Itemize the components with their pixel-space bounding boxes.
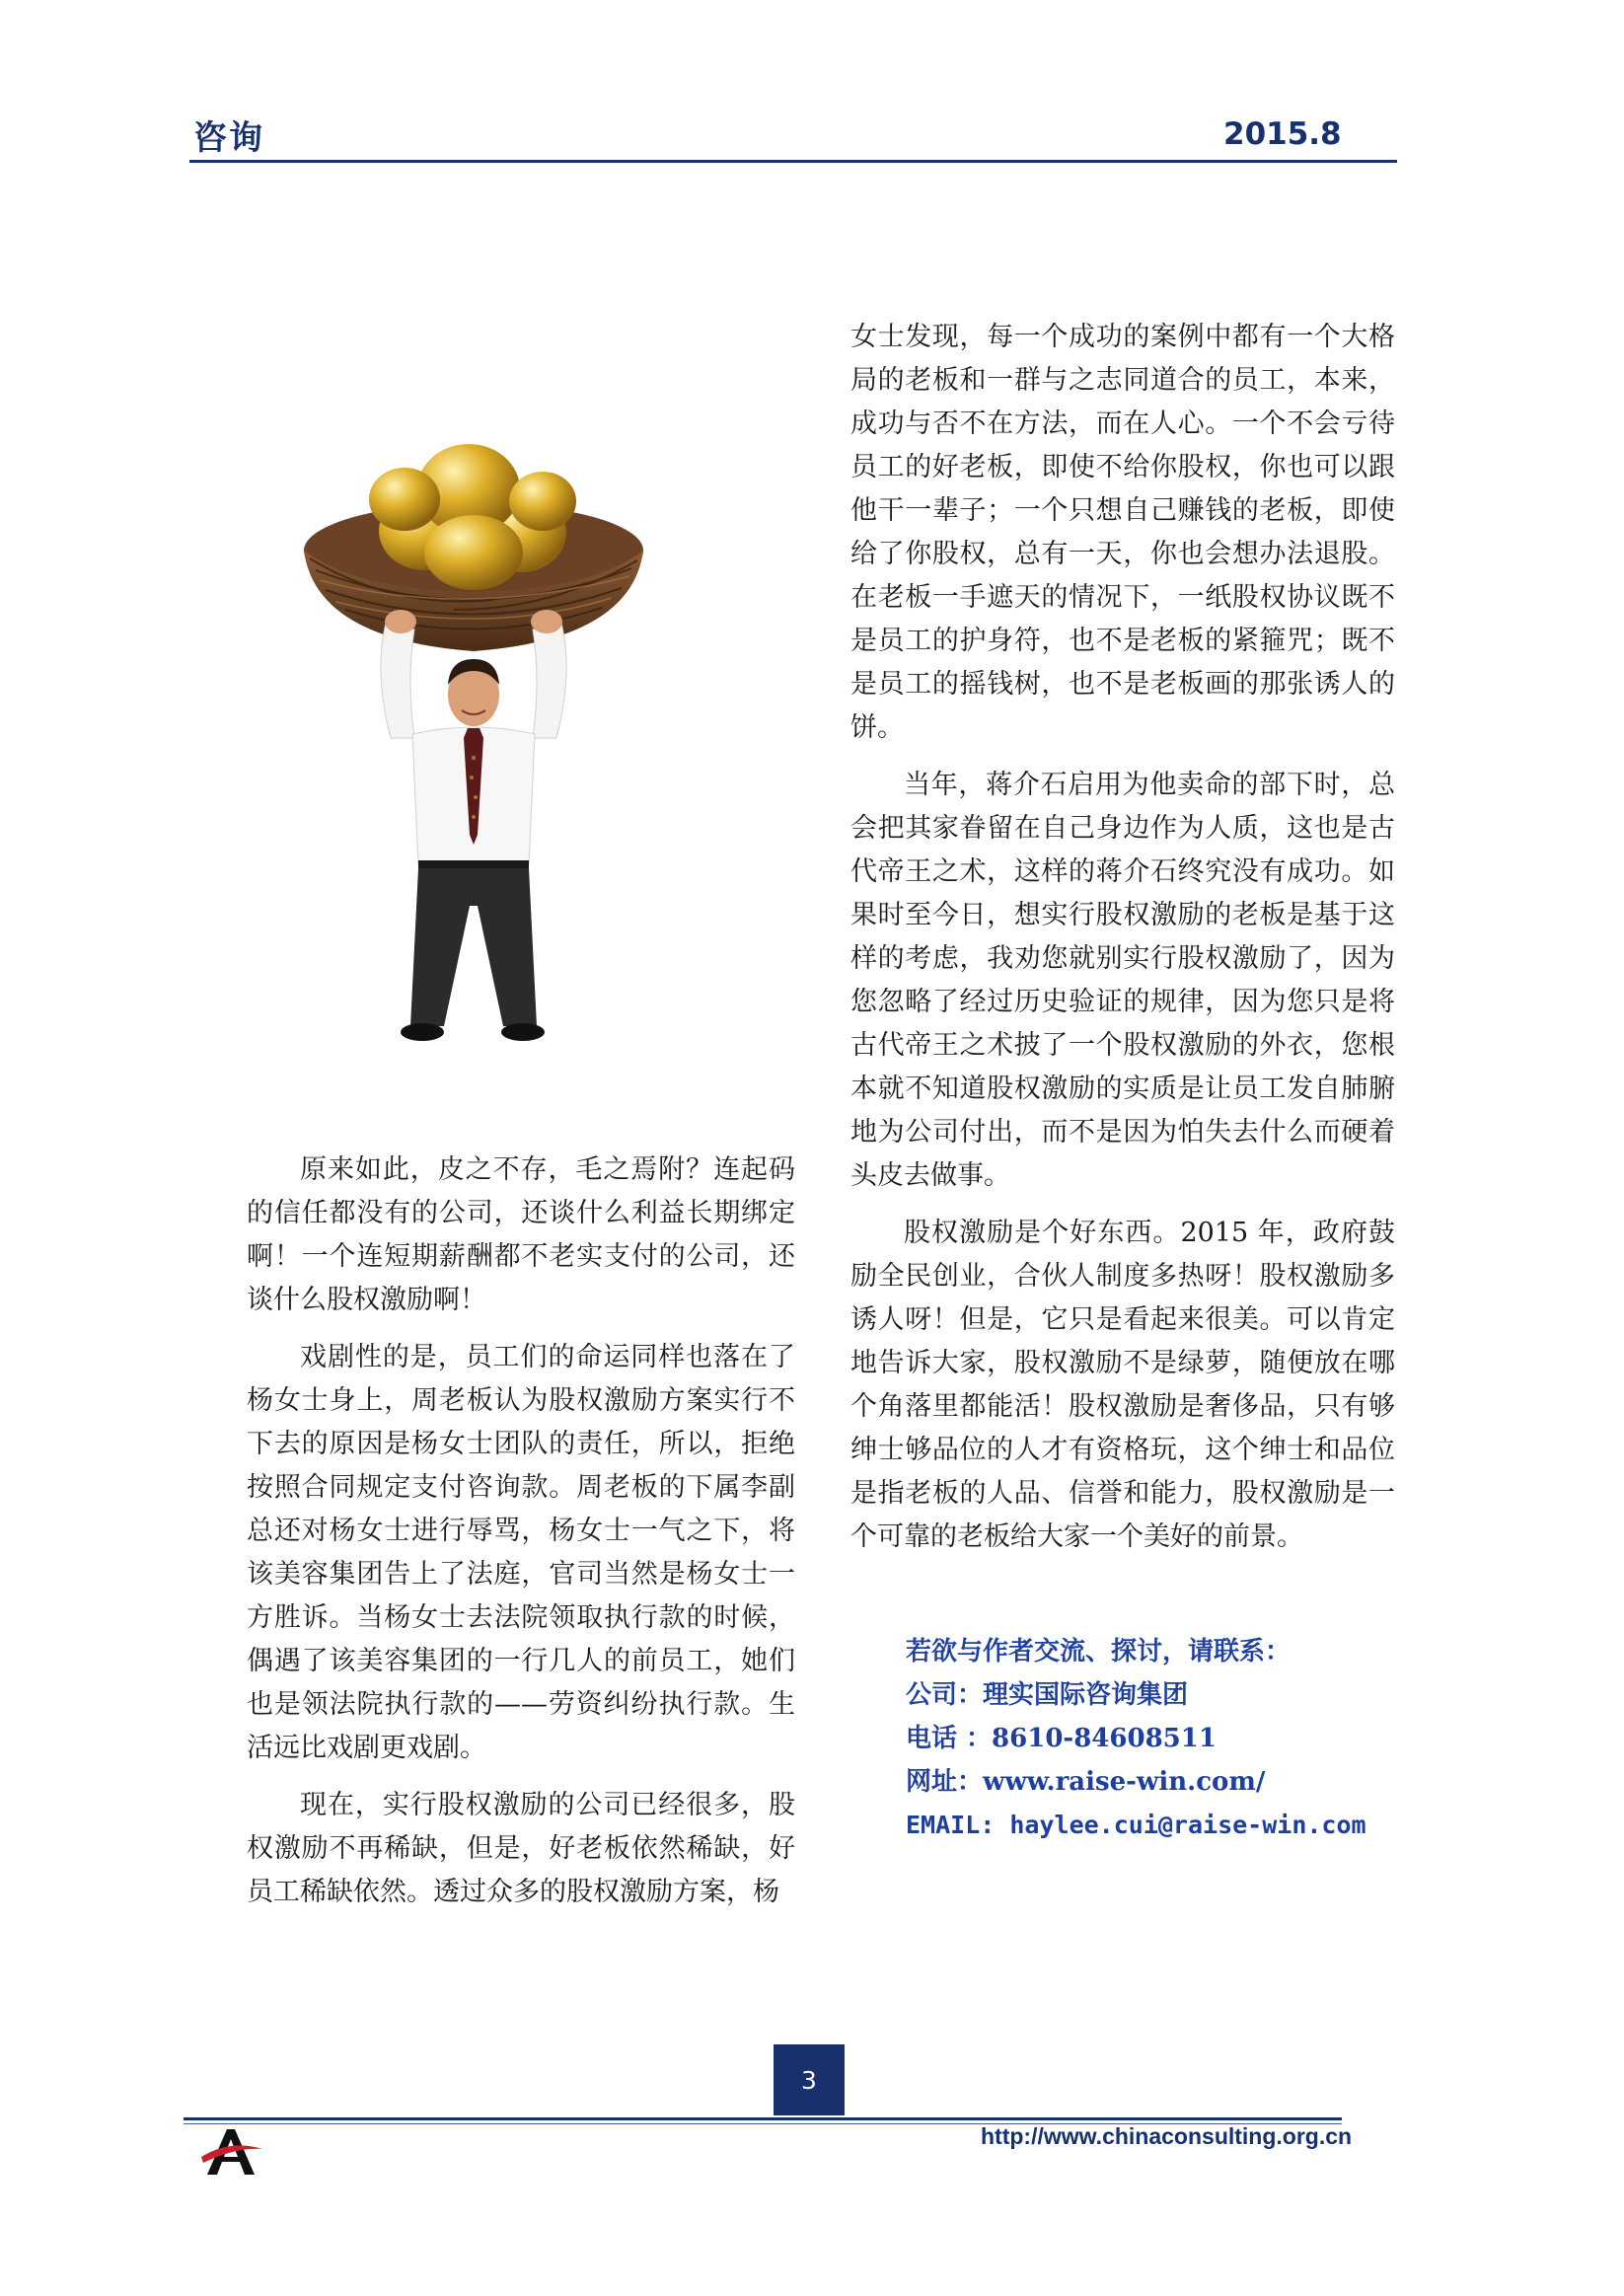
paragraph: 女士发现，每一个成功的案例中都有一个大格局的老板和一群与之志同道合的员工，本来，成功与否不在方法，而在人心。一个不会亏待员工的好老板，即使不给你股权，你也可以跟他干一辈子；一个只想自己赚钱的老板，即使给了你股权，总有一天，你也会想办法退股。在老板一手遮天的情况下，一纸股权协议既不是员工的护身符，也不是老板的紧箍咒；既不是员工的摇钱树，也不是老板画的那张诱人的饼。: [850, 322, 1395, 743]
footer-rule: [184, 2117, 1342, 2120]
contact-company: 公司：理实国际咨询集团: [906, 1680, 1189, 1710]
contact-phone: 电话 ：8610-84608511: [906, 1724, 1217, 1753]
paragraph: 原来如此，皮之不存，毛之焉附？连起码的信任都没有的公司，还谈什么利益长期绑定啊！一个连短期薪酬都不老实支付的公司，还谈什么股权激励啊！: [247, 1154, 795, 1315]
contact-intro: 若欲与作者交流、探讨，请联系：: [906, 1637, 1292, 1666]
paragraph: 戏剧性的是，员工们的命运同样也落在了杨女士身上，周老板认为股权激励方案实行不下去的原因是杨女士团队的责任，所以，拒绝按照合同规定支付咨询款。周老板的下属李副总还对杨女士进行辱骂，杨女士一气之下，将该美容集团告上了法庭，官司当然是杨女士一方胜诉。当杨女士去法院领取执行款的时候，偶遇了该美容集团的一行几人的前员工，她们也是领法院执行款的——劳资纠纷执行款。生活远比戏剧更戏剧。: [247, 1342, 795, 1763]
contact-email[interactable]: EMAIL: haylee.cui@raise-win.com: [906, 1811, 1366, 1839]
header-title: 咨询: [193, 118, 264, 158]
contact-box: [906, 1630, 1419, 1847]
paragraph: 现在，实行股权激励的公司已经很多，股权激励不再稀缺，但是，好老板依然稀缺，好员工稀缺依然。透过众多的股权激励方案，杨: [247, 1790, 795, 1907]
paragraph: 当年，蒋介石启用为他卖命的部下时，总会把其家眷留在自己身边作为人质，这也是古代帝王之术，这样的蒋介石终究没有成功。如果时至今日，想实行股权激励的老板是基于这样的考虑，我劝您就别实行股权激励了，因为您忽略了经过历史验证的规律，因为您只是将古代帝王之术披了一个股权激励的外衣，您根本就不知道股权激励的实质是让员工发自肺腑地为公司付出，而不是因为怕失去什么而硬着头皮去做事。: [850, 770, 1395, 1191]
company-logo-icon: [197, 2119, 266, 2179]
footer-url-link[interactable]: http://www.chinaconsulting.org.cn: [981, 2123, 1353, 2149]
paragraph: 股权激励是个好东西。2015 年，政府鼓励全民创业，合伙人制度多热呀！股权激励多诱人呀！但是，它只是看起来很美。可以肯定地告诉大家，股权激励不是绿萝，随便放在哪个角落里都能活！股权激励是奢侈品，只有够绅士够品位的人才有资格玩，这个绅士和品位是指老板的人品、信誉和能力，股权激励是一个可靠的老板给大家一个美好的前景。: [850, 1218, 1395, 1552]
header-rule: [189, 160, 1397, 163]
man-lifting-golden-eggs-illustration: [296, 442, 651, 1046]
header-date: 2015.8: [1223, 116, 1342, 152]
left-column: [247, 1148, 795, 1928]
page-number: 3: [774, 2044, 845, 2115]
contact-website[interactable]: 网址：www.raise-win.com/: [906, 1767, 1266, 1797]
right-column: [850, 316, 1395, 1573]
